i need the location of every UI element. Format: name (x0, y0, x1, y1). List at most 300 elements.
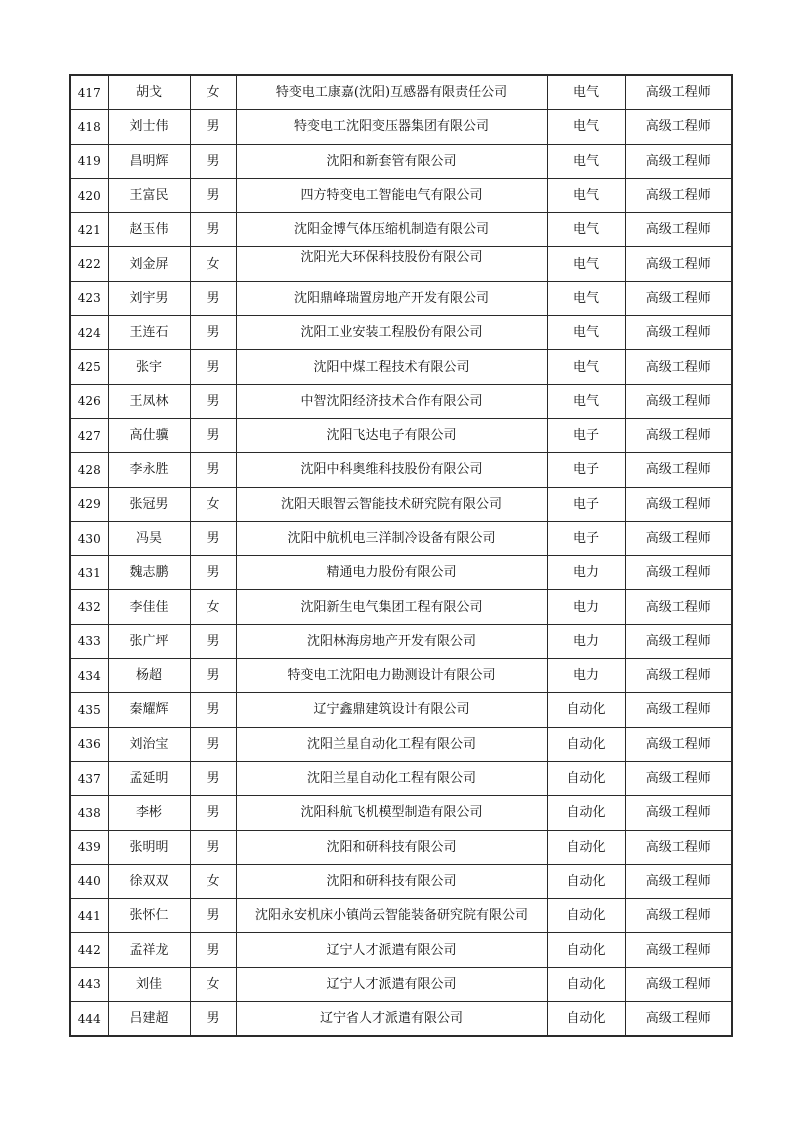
organization-cell-text: 沈阳和研科技有限公司 (326, 839, 457, 855)
gender-cell-text: 女 (206, 976, 220, 992)
row-number-cell (70, 1002, 108, 1037)
title-cell (625, 933, 732, 967)
gender-cell (190, 624, 236, 658)
title-cell (625, 830, 732, 864)
title-cell-text: 高级工程师 (645, 290, 711, 306)
major-cell (547, 899, 625, 933)
name-cell (108, 384, 190, 418)
table-row (70, 864, 732, 898)
major-cell-text: 电子 (572, 428, 599, 444)
title-cell-text: 高级工程师 (645, 976, 711, 992)
major-cell (547, 487, 625, 521)
major-cell-text: 电子 (572, 496, 599, 512)
row-number-cell (70, 178, 108, 212)
organization-cell-text: 辽宁鑫鼎建筑设计有限公司 (313, 702, 470, 718)
row-number-cell-text: 438 (77, 805, 101, 820)
gender-cell-text: 女 (206, 256, 220, 272)
title-cell (625, 624, 732, 658)
name-cell (108, 864, 190, 898)
title-cell (625, 178, 732, 212)
organization-cell (236, 933, 547, 967)
row-number-cell-text: 443 (77, 977, 101, 992)
organization-cell (236, 556, 547, 590)
major-cell-text: 自动化 (566, 942, 606, 958)
table-row (70, 213, 732, 247)
gender-cell-text: 男 (206, 805, 220, 821)
gender-cell-text: 男 (206, 290, 220, 306)
row-number-cell-text: 442 (77, 943, 101, 958)
row-number-cell-text: 418 (77, 119, 101, 134)
gender-cell-text: 男 (206, 839, 220, 855)
organization-cell (236, 761, 547, 795)
name-cell-text: 刘佳 (135, 976, 162, 992)
table-row (70, 521, 732, 555)
name-cell-text: 徐双双 (129, 873, 169, 889)
gender-cell (190, 453, 236, 487)
row-number-cell-text: 427 (77, 428, 101, 443)
gender-cell (190, 178, 236, 212)
gender-cell-text: 男 (206, 428, 220, 444)
gender-cell-text: 男 (206, 188, 220, 204)
major-cell-text: 电气 (572, 153, 599, 169)
table-row (70, 556, 732, 590)
row-number-cell (70, 384, 108, 418)
gender-cell-text: 男 (206, 736, 220, 752)
gender-cell (190, 659, 236, 693)
row-number-cell (70, 418, 108, 452)
roster-table-body (70, 75, 732, 1036)
table-row (70, 418, 732, 452)
name-cell-text: 吕建超 (129, 1011, 169, 1027)
major-cell-text: 电气 (572, 325, 599, 341)
name-cell (108, 316, 190, 350)
major-cell (547, 350, 625, 384)
title-cell (625, 1002, 732, 1037)
name-cell-text: 王富民 (129, 188, 169, 204)
gender-cell-text: 女 (206, 873, 220, 889)
organization-cell (236, 487, 547, 521)
table-row (70, 796, 732, 830)
major-cell-text: 电气 (572, 188, 599, 204)
title-cell-text: 高级工程师 (645, 393, 711, 409)
title-cell-text: 高级工程师 (645, 942, 711, 958)
major-cell-text: 自动化 (566, 839, 606, 855)
row-number-cell-text: 437 (77, 771, 101, 786)
organization-cell-text: 沈阳天眼智云智能技术研究院有限公司 (280, 496, 502, 512)
gender-cell-text: 男 (206, 565, 220, 581)
row-number-cell (70, 899, 108, 933)
title-cell (625, 213, 732, 247)
major-cell-text: 电力 (572, 668, 599, 684)
row-number-cell (70, 590, 108, 624)
major-cell (547, 761, 625, 795)
gender-cell (190, 75, 236, 110)
gender-cell-text: 男 (206, 359, 220, 375)
table-row (70, 247, 732, 281)
name-cell (108, 75, 190, 110)
title-cell (625, 418, 732, 452)
gender-cell (190, 693, 236, 727)
name-cell (108, 247, 190, 281)
organization-cell (236, 659, 547, 693)
organization-cell (236, 418, 547, 452)
title-cell-text: 高级工程师 (645, 153, 711, 169)
table-row (70, 487, 732, 521)
major-cell (547, 967, 625, 1001)
name-cell-text: 王凤林 (129, 393, 169, 409)
major-cell (547, 144, 625, 178)
name-cell-text: 李佳佳 (129, 599, 169, 615)
major-cell (547, 830, 625, 864)
organization-cell (236, 590, 547, 624)
major-cell-text: 电气 (572, 222, 599, 238)
gender-cell-text: 女 (206, 496, 220, 512)
organization-cell (236, 693, 547, 727)
major-cell-text: 自动化 (566, 1011, 606, 1027)
organization-cell-text: 辽宁省人才派遣有限公司 (319, 1011, 463, 1027)
row-number-cell-text: 421 (77, 222, 101, 237)
organization-cell-text: 中智沈阳经济技术合作有限公司 (300, 393, 483, 409)
row-number-cell (70, 453, 108, 487)
row-number-cell (70, 796, 108, 830)
title-cell (625, 110, 732, 144)
gender-cell (190, 521, 236, 555)
organization-cell (236, 110, 547, 144)
organization-cell (236, 316, 547, 350)
row-number-cell-text: 444 (77, 1011, 101, 1026)
row-number-cell-text: 441 (77, 908, 101, 923)
title-cell-text: 高级工程师 (645, 325, 711, 341)
organization-cell-text: 辽宁人才派遣有限公司 (326, 942, 457, 958)
gender-cell (190, 350, 236, 384)
major-cell-text: 自动化 (566, 702, 606, 718)
title-cell (625, 556, 732, 590)
title-cell-text: 高级工程师 (645, 1011, 711, 1027)
major-cell (547, 1002, 625, 1037)
title-cell-text: 高级工程师 (645, 496, 711, 512)
title-cell-text: 高级工程师 (645, 805, 711, 821)
table-row (70, 1002, 732, 1037)
major-cell (547, 384, 625, 418)
organization-cell (236, 899, 547, 933)
major-cell (547, 75, 625, 110)
gender-cell (190, 967, 236, 1001)
row-number-cell-text: 440 (77, 874, 101, 889)
gender-cell (190, 316, 236, 350)
row-number-cell (70, 830, 108, 864)
gender-cell-text: 男 (206, 153, 220, 169)
organization-cell (236, 75, 547, 110)
name-cell (108, 761, 190, 795)
row-number-cell (70, 727, 108, 761)
organization-cell-text: 沈阳工业安装工程股份有限公司 (300, 325, 483, 341)
organization-cell-text: 沈阳和新套管有限公司 (326, 153, 457, 169)
row-number-cell (70, 281, 108, 315)
gender-cell-text: 男 (206, 325, 220, 341)
row-number-cell-text: 428 (77, 462, 101, 477)
name-cell-text: 张怀仁 (129, 908, 169, 924)
gender-cell (190, 727, 236, 761)
row-number-cell-text: 417 (77, 85, 101, 100)
organization-cell-text: 沈阳鼎峰瑞置房地产开发有限公司 (293, 290, 489, 306)
gender-cell (190, 213, 236, 247)
name-cell-text: 高仕骥 (129, 428, 169, 444)
title-cell-text: 高级工程师 (645, 222, 711, 238)
name-cell (108, 1002, 190, 1037)
title-cell-text: 高级工程师 (645, 428, 711, 444)
major-cell-text: 自动化 (566, 873, 606, 889)
organization-cell-text: 沈阳新生电气集团工程有限公司 (300, 599, 483, 615)
name-cell-text: 王连石 (129, 325, 169, 341)
row-number-cell-text: 432 (77, 600, 101, 615)
row-number-cell-text: 425 (77, 360, 101, 375)
name-cell (108, 178, 190, 212)
row-number-cell (70, 933, 108, 967)
row-number-cell-text: 429 (77, 497, 101, 512)
table-row (70, 967, 732, 1001)
title-cell (625, 350, 732, 384)
major-cell-text: 电气 (572, 359, 599, 375)
name-cell (108, 796, 190, 830)
organization-cell (236, 624, 547, 658)
gender-cell (190, 830, 236, 864)
name-cell (108, 418, 190, 452)
row-number-cell (70, 967, 108, 1001)
title-cell (625, 453, 732, 487)
gender-cell (190, 281, 236, 315)
major-cell-text: 电力 (572, 633, 599, 649)
major-cell (547, 316, 625, 350)
roster-table (69, 74, 733, 1037)
row-number-cell (70, 521, 108, 555)
gender-cell (190, 796, 236, 830)
major-cell-text: 自动化 (566, 771, 606, 787)
table-row (70, 281, 732, 315)
organization-cell-text: 特变电工沈阳电力勘测设计有限公司 (287, 668, 496, 684)
major-cell (547, 418, 625, 452)
table-row (70, 178, 732, 212)
organization-cell-text: 沈阳永安机床小镇尚云智能装备研究院有限公司 (254, 908, 528, 924)
organization-cell-text: 沈阳林海房地产开发有限公司 (306, 633, 476, 649)
title-cell-text: 高级工程师 (645, 839, 711, 855)
major-cell-text: 电气 (572, 256, 599, 272)
major-cell (547, 693, 625, 727)
row-number-cell (70, 350, 108, 384)
organization-cell-text: 辽宁人才派遣有限公司 (326, 976, 457, 992)
title-cell (625, 316, 732, 350)
row-number-cell-text: 436 (77, 737, 101, 752)
title-cell (625, 659, 732, 693)
table-row (70, 590, 732, 624)
row-number-cell (70, 693, 108, 727)
row-number-cell-text: 423 (77, 291, 101, 306)
row-number-cell (70, 110, 108, 144)
name-cell-text: 孟延明 (129, 771, 169, 787)
row-number-cell-text: 422 (77, 257, 101, 272)
row-number-cell-text: 419 (77, 154, 101, 169)
title-cell-text: 高级工程师 (645, 633, 711, 649)
gender-cell-text: 男 (206, 393, 220, 409)
row-number-cell (70, 624, 108, 658)
title-cell-text: 高级工程师 (645, 873, 711, 889)
gender-cell-text: 男 (206, 702, 220, 718)
name-cell-text: 刘士伟 (129, 119, 169, 135)
organization-cell-text: 沈阳科航飞机模型制造有限公司 (300, 805, 483, 821)
title-cell-text: 高级工程师 (645, 188, 711, 204)
major-cell-text: 电气 (572, 393, 599, 409)
name-cell (108, 453, 190, 487)
gender-cell (190, 864, 236, 898)
name-cell-text: 杨超 (135, 668, 162, 684)
organization-cell-text: 沈阳金博气体压缩机制造有限公司 (293, 222, 489, 238)
row-number-cell-text: 420 (77, 188, 101, 203)
gender-cell-text: 男 (206, 462, 220, 478)
title-cell-text: 高级工程师 (645, 599, 711, 615)
title-cell-text: 高级工程师 (645, 462, 711, 478)
table-row (70, 693, 732, 727)
row-number-cell (70, 213, 108, 247)
major-cell-text: 自动化 (566, 805, 606, 821)
name-cell-text: 刘金屏 (129, 256, 169, 272)
title-cell (625, 144, 732, 178)
organization-cell (236, 453, 547, 487)
name-cell (108, 521, 190, 555)
gender-cell-text: 女 (206, 85, 220, 101)
gender-cell (190, 418, 236, 452)
row-number-cell (70, 316, 108, 350)
table-row (70, 830, 732, 864)
major-cell-text: 电气 (572, 290, 599, 306)
name-cell-text: 胡戈 (135, 85, 162, 101)
major-cell (547, 727, 625, 761)
organization-cell (236, 864, 547, 898)
name-cell (108, 967, 190, 1001)
row-number-cell-text: 431 (77, 565, 101, 580)
name-cell-text: 张宇 (135, 359, 162, 375)
table-row (70, 933, 732, 967)
row-number-cell-text: 434 (77, 668, 101, 683)
title-cell-text: 高级工程师 (645, 119, 711, 135)
major-cell (547, 864, 625, 898)
gender-cell (190, 556, 236, 590)
gender-cell (190, 899, 236, 933)
name-cell (108, 350, 190, 384)
title-cell (625, 384, 732, 418)
table-row (70, 899, 732, 933)
name-cell (108, 110, 190, 144)
name-cell-text: 张明明 (129, 839, 169, 855)
name-cell (108, 590, 190, 624)
gender-cell-text: 男 (206, 119, 220, 135)
name-cell-text: 孟祥龙 (129, 942, 169, 958)
organization-cell (236, 521, 547, 555)
gender-cell-text: 男 (206, 531, 220, 546)
title-cell (625, 75, 732, 110)
organization-cell-text: 沈阳兰星自动化工程有限公司 (306, 771, 476, 787)
table-row (70, 453, 732, 487)
organization-cell (236, 384, 547, 418)
gender-cell-text: 男 (206, 1011, 220, 1027)
major-cell-text: 电子 (572, 531, 599, 546)
title-cell-text: 高级工程师 (645, 531, 711, 546)
gender-cell-text: 男 (206, 633, 220, 649)
major-cell (547, 556, 625, 590)
organization-cell (236, 1002, 547, 1037)
organization-cell (236, 796, 547, 830)
title-cell (625, 247, 732, 281)
major-cell-text: 自动化 (566, 976, 606, 992)
name-cell-text: 李彬 (135, 805, 162, 821)
organization-cell-text: 沈阳和研科技有限公司 (326, 873, 457, 889)
name-cell-text: 冯昊 (135, 531, 162, 546)
name-cell (108, 556, 190, 590)
organization-cell-text: 沈阳飞达电子有限公司 (326, 428, 457, 444)
table-row (70, 350, 732, 384)
major-cell-text: 电子 (572, 462, 599, 478)
row-number-cell-text: 430 (77, 531, 101, 546)
gender-cell-text: 男 (206, 942, 220, 958)
organization-cell-text: 沈阳中航机电三洋制冷设备有限公司 (287, 531, 496, 546)
name-cell-text: 赵玉伟 (129, 222, 169, 238)
gender-cell (190, 933, 236, 967)
name-cell (108, 624, 190, 658)
gender-cell (190, 487, 236, 521)
title-cell (625, 864, 732, 898)
name-cell (108, 144, 190, 178)
row-number-cell-text: 426 (77, 394, 101, 409)
major-cell-text: 电力 (572, 565, 599, 581)
title-cell-text: 高级工程师 (645, 702, 711, 718)
organization-cell-text: 四方特变电工智能电气有限公司 (300, 188, 483, 204)
title-cell (625, 727, 732, 761)
organization-cell (236, 247, 547, 281)
gender-cell-text: 男 (206, 771, 220, 787)
name-cell-text: 魏志鹏 (129, 565, 169, 581)
gender-cell-text: 男 (206, 908, 220, 924)
name-cell (108, 659, 190, 693)
title-cell (625, 761, 732, 795)
gender-cell (190, 247, 236, 281)
row-number-cell (70, 247, 108, 281)
name-cell (108, 281, 190, 315)
organization-cell (236, 967, 547, 1001)
title-cell-text: 高级工程师 (645, 565, 711, 581)
gender-cell (190, 144, 236, 178)
organization-cell-text: 精通电力股份有限公司 (326, 565, 457, 581)
organization-cell (236, 144, 547, 178)
major-cell (547, 453, 625, 487)
gender-cell-text: 男 (206, 668, 220, 684)
title-cell (625, 521, 732, 555)
organization-cell-text: 沈阳光大环保科技股份有限公司 (300, 249, 483, 265)
gender-cell (190, 761, 236, 795)
major-cell-text: 电气 (572, 119, 599, 135)
gender-cell (190, 384, 236, 418)
name-cell-text: 张广坪 (129, 633, 169, 649)
organization-cell (236, 281, 547, 315)
major-cell (547, 521, 625, 555)
name-cell-text: 刘宇男 (129, 290, 169, 306)
row-number-cell (70, 75, 108, 110)
title-cell (625, 796, 732, 830)
table-row (70, 624, 732, 658)
name-cell (108, 933, 190, 967)
organization-cell (236, 350, 547, 384)
row-number-cell-text: 435 (77, 702, 101, 717)
name-cell (108, 487, 190, 521)
major-cell (547, 796, 625, 830)
title-cell (625, 693, 732, 727)
